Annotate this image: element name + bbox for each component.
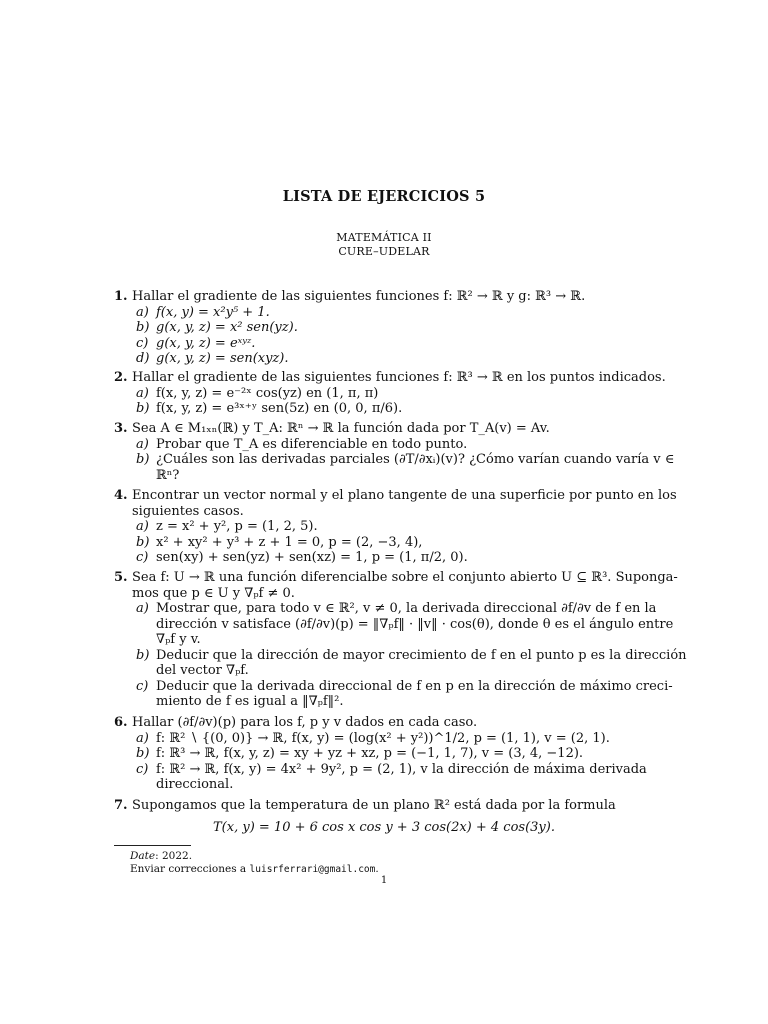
item-text: z = x² + y², p = (1, 2, 5). [156, 519, 318, 534]
display-equation: T(x, y) = 10 + 6 cos x cos y + 3 cos(2x) + 4 cos(3y). [213, 820, 555, 835]
item-text: x² + xy² + y³ + z + 1 = 0, p = (2, −3, 4), [156, 534, 423, 550]
statement-line: Sea f: U → ℝ una función diferencialbe sobre el conjunto abierto U ⊆ ℝ³. Suponga- [132, 570, 678, 585]
page-title: LISTA DE EJERCICIOS 5 [282, 188, 486, 205]
page-number: 1 [380, 875, 388, 886]
exercise-item [114, 746, 656, 762]
item-text: sen(xy) + sen(yz) + sen(xz) = 1, p = (1, π/2, 0). [156, 550, 468, 565]
item-label: a) [136, 304, 149, 320]
date-value: : 2022. [155, 850, 193, 862]
exercise-3 [114, 421, 675, 483]
statement-line: siguientes casos. [132, 503, 244, 519]
footnote-rule [114, 845, 191, 846]
item-label: b) [136, 452, 150, 467]
exercise-item [114, 336, 656, 352]
item-label: d) [136, 351, 150, 366]
item-label: a) [136, 436, 149, 452]
item-text: Probar que T_A es diferenciable en todo punto. [156, 436, 468, 452]
exercise-number: 2. [114, 370, 128, 385]
exercise-number: 6. [114, 715, 128, 730]
footnote-corrections [130, 863, 379, 875]
exercise-number: 5. [114, 570, 128, 585]
email-suffix: . [375, 863, 379, 875]
item-text: g(x, y, z) = sen(xyz). [156, 351, 289, 366]
statement-line: Supongamos que la temperatura de un plano ℝ² está dada por la formula [132, 798, 616, 813]
item-label: b) [136, 647, 150, 663]
item-label: b) [136, 320, 150, 335]
item-text: f: ℝ² → ℝ, f(x, y) = 4x² + 9y², p = (2, 1), v la dirección de máxima derivada [156, 761, 647, 777]
item-text: f(x, y, z) = e⁻²ˣ cos(yz) en (1, π, π) [156, 385, 379, 401]
item-label: b) [136, 746, 150, 761]
statement-line: Sea A ∈ M₁ₓₙ(ℝ) y T_A: ℝⁿ → ℝ la función dada por T_A(v) = Av. [132, 421, 550, 436]
exercise-item [114, 351, 656, 367]
item-text: Deducir que la derivada direccional de f en p en la dirección de máximo creci- [156, 678, 673, 694]
item-text: g(x, y, z) = eˣʸᶻ. [156, 335, 256, 351]
exercise-6 [114, 715, 656, 793]
item-text: g(x, y, z) = x² sen(yz). [156, 320, 298, 335]
exercise-number: 1. [114, 289, 128, 304]
exercise-statement [114, 798, 656, 814]
date-label: Date [130, 850, 156, 862]
item-continuation: del vector ∇ₚf. [156, 663, 249, 678]
exercise-5 [114, 570, 687, 710]
exercise-statement [114, 488, 677, 504]
exercise-item [114, 535, 656, 551]
exercise-statement [114, 570, 678, 586]
statement-line: Hallar el gradiente de las siguientes funciones f: ℝ² → ℝ y g: ℝ³ → ℝ. [132, 289, 586, 304]
exercise-2 [114, 370, 666, 417]
exercise-item [114, 519, 656, 535]
item-continuation: direccional. [156, 777, 234, 792]
exercise-statement [114, 421, 656, 437]
exercise-item [114, 437, 656, 453]
email-link[interactable]: luisrferrari@gmail.com [249, 864, 376, 875]
exercise-item [114, 452, 675, 468]
item-text: f(x, y) = x²y⁵ + 1. [156, 304, 270, 320]
footnote-date [130, 850, 192, 862]
item-text: f: ℝ² ∖ {(0, 0)} → ℝ, f(x, y) = (log(x² + y²))^1/2, p = (1, 1), v = (2, 1). [156, 730, 610, 746]
exercise-statement [114, 370, 666, 386]
exercise-item [114, 678, 673, 695]
item-label: a) [136, 601, 149, 616]
item-continuation: miento de f es igual a ‖∇ₚf‖². [156, 694, 344, 709]
item-text: f(x, y, z) = e³ˣ⁺ʸ sen(5z) en (0, 0, π/6). [156, 401, 403, 416]
item-label: a) [136, 385, 149, 401]
exercise-item [114, 762, 656, 778]
exercise-item [114, 731, 656, 747]
course-name: MATEMÁTICA II [336, 231, 432, 244]
item-label: a) [136, 519, 149, 534]
item-continuation: ∇ₚf y v. [156, 632, 201, 647]
exercise-item [114, 320, 656, 336]
item-text: Deducir que la dirección de mayor crecimiento de f en el punto p es la dirección [156, 647, 687, 663]
statement-line: Encontrar un vector normal y el plano tangente de una superficie por punto en los [132, 488, 677, 503]
exercise-statement [114, 289, 656, 305]
item-label: a) [136, 730, 149, 746]
exercise-item [114, 401, 656, 417]
item-label: b) [136, 401, 150, 416]
exercise-number: 4. [114, 488, 128, 503]
item-text: ¿Cuáles son las derivadas parciales (∂T/∂xᵢ)(v)? ¿Cómo varían cuando varía v ∈ [156, 452, 675, 467]
item-label: c) [136, 678, 149, 694]
statement-line: Hallar (∂f/∂v)(p) para los f, p y v dados en cada caso. [132, 715, 478, 730]
item-label: c) [136, 335, 149, 351]
item-text: f: ℝ³ → ℝ, f(x, y, z) = xy + yz + xz, p = (−1, 1, 7), v = (3, 4, −12). [156, 746, 584, 761]
exercise-item [114, 647, 687, 664]
item-label: c) [136, 761, 149, 777]
item-text: Mostrar que, para todo v ∈ ℝ², v ≠ 0, la derivada direccional ∂f/∂v de f en la [156, 601, 657, 616]
item-continuation: dirección v satisface (∂f/∂v)(p) = ‖∇ₚf‖ · ‖v‖ · cos(θ), donde θ es el ángulo entre [156, 616, 674, 632]
item-label: c) [136, 550, 149, 565]
item-continuation: ℝⁿ? [156, 467, 180, 483]
corrections-text: Enviar correcciones a [130, 863, 250, 875]
statement-line: mos que p ∈ U y ∇ₚf ≠ 0. [132, 585, 295, 601]
exercise-4 [114, 488, 677, 566]
exercise-item [114, 601, 656, 617]
exercise-statement [114, 715, 656, 731]
exercise-1 [114, 289, 656, 367]
exercise-7 [114, 798, 656, 814]
exercise-number: 3. [114, 421, 128, 436]
exercise-item [114, 305, 656, 321]
exercise-number: 7. [114, 798, 128, 813]
item-label: b) [136, 534, 150, 550]
statement-line: Hallar el gradiente de las siguientes funciones f: ℝ³ → ℝ en los puntos indicados. [132, 370, 666, 385]
institution-name: CURE–UDELAR [338, 245, 430, 258]
exercise-item [114, 386, 656, 402]
exercise-item [114, 550, 656, 566]
